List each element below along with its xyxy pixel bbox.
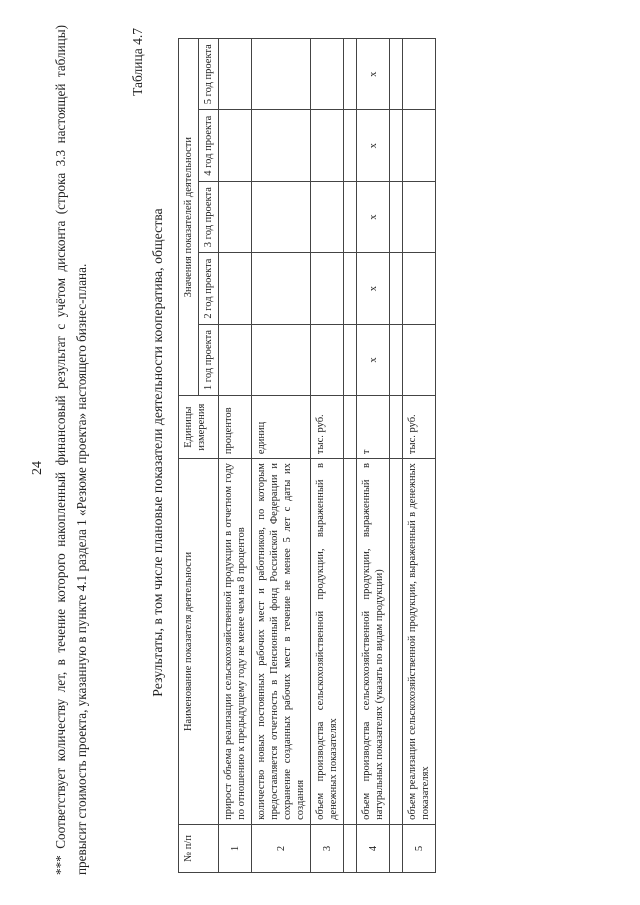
row-value: х: [357, 253, 390, 324]
table-row: [357, 39, 390, 873]
indicators-table: [178, 38, 436, 873]
row-num: 4: [357, 824, 390, 872]
row-value: [252, 253, 311, 324]
page-number: 24: [30, 461, 45, 475]
row-value: [403, 110, 436, 181]
row-value: [403, 39, 436, 110]
row-value: [252, 39, 311, 110]
row-name: объем производства сельскохозяйственной продукции, выраженный в натуральных показателях (указать по видам продукции): [357, 459, 390, 825]
table-row: [311, 39, 344, 873]
row-value: [311, 110, 344, 181]
row-value: [219, 110, 252, 181]
row-num: 1: [219, 824, 252, 872]
row-value: [311, 181, 344, 252]
row-value: х: [357, 39, 390, 110]
row-value: [252, 110, 311, 181]
row-name: объем производства сельскохозяйственной продукции, выраженный в денежных показателях: [311, 459, 344, 825]
table-title: Результаты, в том числе плановые показатели деятельности кооператива, общества: [150, 208, 165, 697]
blank-row: [344, 39, 357, 873]
row-value: [311, 324, 344, 395]
row-num: 2: [252, 824, 311, 872]
header-unit: Единицы измерения: [179, 396, 219, 459]
row-value: [403, 181, 436, 252]
row-value: х: [357, 324, 390, 395]
row-name: количество новых постоянных рабочих мест и работников, по которым предоставляется отчетность в Пенсионный фонд Российской Федерации и сохранение созданных рабочих мест в течение не менее 5 лет с даты их создания: [252, 459, 311, 825]
row-value: [252, 324, 311, 395]
row-num: 5: [403, 824, 436, 872]
header-values-group: Значения показателей деятельности: [179, 39, 199, 396]
header-year-2: 2 год проекта: [199, 253, 219, 324]
row-num: 3: [311, 824, 344, 872]
row-value: [219, 181, 252, 252]
footnote: *** Соответствует количеству лет, в течение которого накопленный финансовый результат с учётом дисконта (строка 3.3 настоящей таблицы) превысит стоимость проекта, указанную в пункте 4.1 раздела 1 «Резюме проекта» настоящего бизнес-плана.: [53, 25, 89, 875]
row-value: [219, 324, 252, 395]
table-row: [403, 39, 436, 873]
row-value: [219, 253, 252, 324]
header-year-5: 5 год проекта: [199, 39, 219, 110]
header-year-4: 4 год проекта: [199, 110, 219, 181]
header-year-1: 1 год проекта: [199, 324, 219, 395]
table-label: Таблица 4.7: [130, 28, 145, 96]
row-unit: тыс. руб.: [403, 396, 436, 459]
row-unit: единиц: [252, 396, 311, 459]
header-year-3: 3 год проекта: [199, 181, 219, 252]
header-name: Наименование показателя деятельности: [179, 459, 219, 825]
table-row: [219, 39, 252, 873]
row-value: [311, 253, 344, 324]
header-num: № п/п: [179, 824, 219, 872]
row-value: [311, 39, 344, 110]
row-unit: т: [357, 396, 390, 459]
row-value: [403, 324, 436, 395]
row-value: х: [357, 110, 390, 181]
row-value: х: [357, 181, 390, 252]
row-name: прирост объема реализации сельскохозяйственной продукции в отчетном году по отношению к предыдущему году не менее чем на 8 процентов: [219, 459, 252, 825]
row-unit: тыс. руб.: [311, 396, 344, 459]
row-value: [403, 253, 436, 324]
blank-row: [390, 39, 403, 873]
table-row: [252, 39, 311, 873]
row-value: [219, 39, 252, 110]
row-unit: процентов: [219, 396, 252, 459]
row-name: объем реализации сельскохозяйственной продукции, выраженный в денежных показателях: [403, 459, 436, 825]
row-value: [252, 181, 311, 252]
